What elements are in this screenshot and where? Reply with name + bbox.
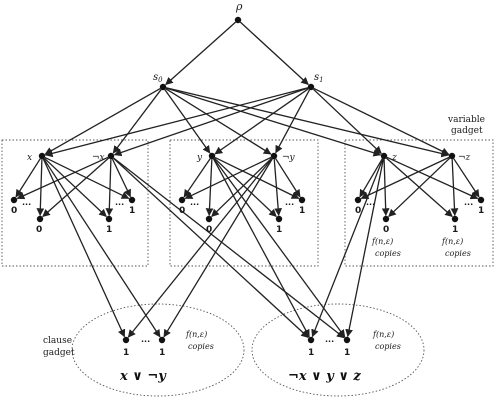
clause2-dots: ··· bbox=[325, 337, 335, 346]
edge-x-c1a bbox=[43, 159, 124, 337]
node-y_a bbox=[179, 197, 185, 203]
edge-z-z_d bbox=[387, 157, 478, 198]
leaf-label-z-0b: 0 bbox=[383, 225, 390, 235]
clause1-copies-line2: copies bbox=[188, 342, 214, 351]
edge-nx-x_a bbox=[17, 157, 108, 198]
copies-z-0-line1: f(n,ε) bbox=[372, 237, 394, 246]
node-y_c bbox=[276, 216, 282, 222]
clause1-copies-line1: f(n,ε) bbox=[186, 330, 208, 339]
node-z_a bbox=[355, 197, 361, 203]
node-c2a bbox=[308, 337, 314, 343]
edge-nz-z_d bbox=[454, 159, 479, 197]
clause2-copies-line1: f(n,ε) bbox=[373, 330, 395, 339]
node-x bbox=[39, 153, 45, 159]
node-s1 bbox=[308, 84, 314, 90]
node-z bbox=[381, 153, 387, 159]
clause2-formula: ¬x ∨ y ∨ z bbox=[288, 369, 361, 384]
edge-nx-c2b bbox=[114, 158, 345, 338]
node-nz bbox=[449, 153, 455, 159]
clause1-formula: x ∨ ¬y bbox=[120, 369, 166, 384]
node-c1a bbox=[123, 337, 129, 343]
leaf-dots-z-1: ··· bbox=[464, 200, 474, 209]
var-x-label: x bbox=[27, 153, 33, 163]
leaf-dots-y-1: ··· bbox=[285, 200, 295, 209]
clause2-leaf-1b: 1 bbox=[344, 348, 351, 358]
node-nx bbox=[108, 153, 114, 159]
edge-rho-s0 bbox=[166, 22, 236, 84]
clause2-leaf-1a: 1 bbox=[308, 348, 315, 358]
edge-x-x_a bbox=[16, 159, 40, 197]
leaf-label-x-1b: 1 bbox=[106, 225, 113, 235]
leaf-label-x-1: 1 bbox=[129, 206, 136, 216]
clause-gadget-title-line1: clause bbox=[43, 336, 73, 346]
node-x_a bbox=[11, 197, 17, 203]
leaf-dots-z-0: ··· bbox=[366, 200, 376, 209]
node-y bbox=[209, 153, 215, 159]
clause1-leaf-1a: 1 bbox=[123, 348, 130, 358]
leaf-label-y-1: 1 bbox=[299, 206, 306, 216]
edge-ny-c1a bbox=[128, 158, 272, 337]
leaf-label-y-1b: 1 bbox=[276, 225, 283, 235]
node-y_d bbox=[299, 197, 305, 203]
clause1-leaf-1b: 1 bbox=[159, 348, 166, 358]
node-x_b bbox=[37, 216, 43, 222]
clause1-dots: ··· bbox=[141, 337, 151, 346]
node-ny bbox=[271, 153, 277, 159]
edge-ny-c1b bbox=[164, 159, 272, 337]
node-s0 bbox=[160, 84, 166, 90]
copies-z-1-line2: copies bbox=[445, 249, 471, 258]
var-y-label: y bbox=[197, 153, 203, 163]
edge-z-c2b bbox=[348, 159, 384, 336]
edge-s0-nz bbox=[166, 88, 448, 155]
copies-z-0-line2: copies bbox=[375, 249, 401, 258]
variable-gadget-title-line1: variable bbox=[448, 115, 485, 125]
edge-y-y_a bbox=[184, 159, 210, 197]
leaf-dots-x-0: ··· bbox=[22, 200, 32, 209]
var-notz-label: ¬z bbox=[458, 153, 471, 163]
edge-nx-x_c bbox=[109, 159, 111, 215]
var-notx-label: ¬x bbox=[92, 153, 105, 163]
edge-s1-x bbox=[46, 88, 308, 155]
node-rho bbox=[235, 17, 241, 23]
edge-rho-s1 bbox=[240, 22, 308, 84]
clause2-copies-line2: copies bbox=[375, 342, 401, 351]
edge-z-c2a bbox=[312, 159, 382, 337]
node-c1b bbox=[159, 337, 165, 343]
edge-s1-y bbox=[215, 89, 308, 154]
leaf-dots-y-0: ··· bbox=[190, 200, 200, 209]
leaf-label-y-0: 0 bbox=[179, 206, 186, 216]
node-x_d bbox=[129, 197, 135, 203]
var-z-label: z bbox=[392, 153, 397, 163]
leaf-label-y-0b: 0 bbox=[206, 225, 213, 235]
root-label: ρ bbox=[236, 0, 243, 13]
node-x_c bbox=[106, 216, 112, 222]
edges bbox=[16, 22, 479, 338]
node-z_c bbox=[452, 216, 458, 222]
node-z_d bbox=[478, 197, 484, 203]
leaf-label-z-1b: 1 bbox=[452, 225, 459, 235]
s0-label: $s_0$ bbox=[153, 72, 163, 84]
edge-nz-z_b bbox=[389, 158, 450, 216]
edge-s0-nx bbox=[113, 90, 161, 153]
node-y_b bbox=[206, 216, 212, 222]
node-z_b bbox=[383, 216, 389, 222]
copies-z-1-line1: f(n,ε) bbox=[442, 237, 464, 246]
edge-s1-nz bbox=[314, 88, 449, 154]
s1-label: $s_1$ bbox=[314, 72, 324, 84]
edge-ny-y_d bbox=[276, 159, 300, 197]
edge-s1-z bbox=[313, 89, 381, 153]
edge-s0-ny bbox=[166, 89, 271, 154]
leaf-label-x-0: 0 bbox=[11, 206, 18, 216]
clause-gadget-title-line2: gadget bbox=[43, 348, 75, 358]
leaf-label-z-1: 1 bbox=[478, 206, 485, 216]
nodes bbox=[11, 17, 484, 343]
edge-nz-z_a bbox=[361, 157, 449, 198]
var-noty-label: ¬y bbox=[282, 153, 295, 163]
leaf-dots-x-1: ··· bbox=[115, 200, 125, 209]
node-c2b bbox=[344, 337, 350, 343]
leaf-label-x-0b: 0 bbox=[36, 225, 43, 235]
leaf-label-z-0: 0 bbox=[355, 206, 362, 216]
variable-gadget-title-line2: gadget bbox=[451, 126, 483, 136]
